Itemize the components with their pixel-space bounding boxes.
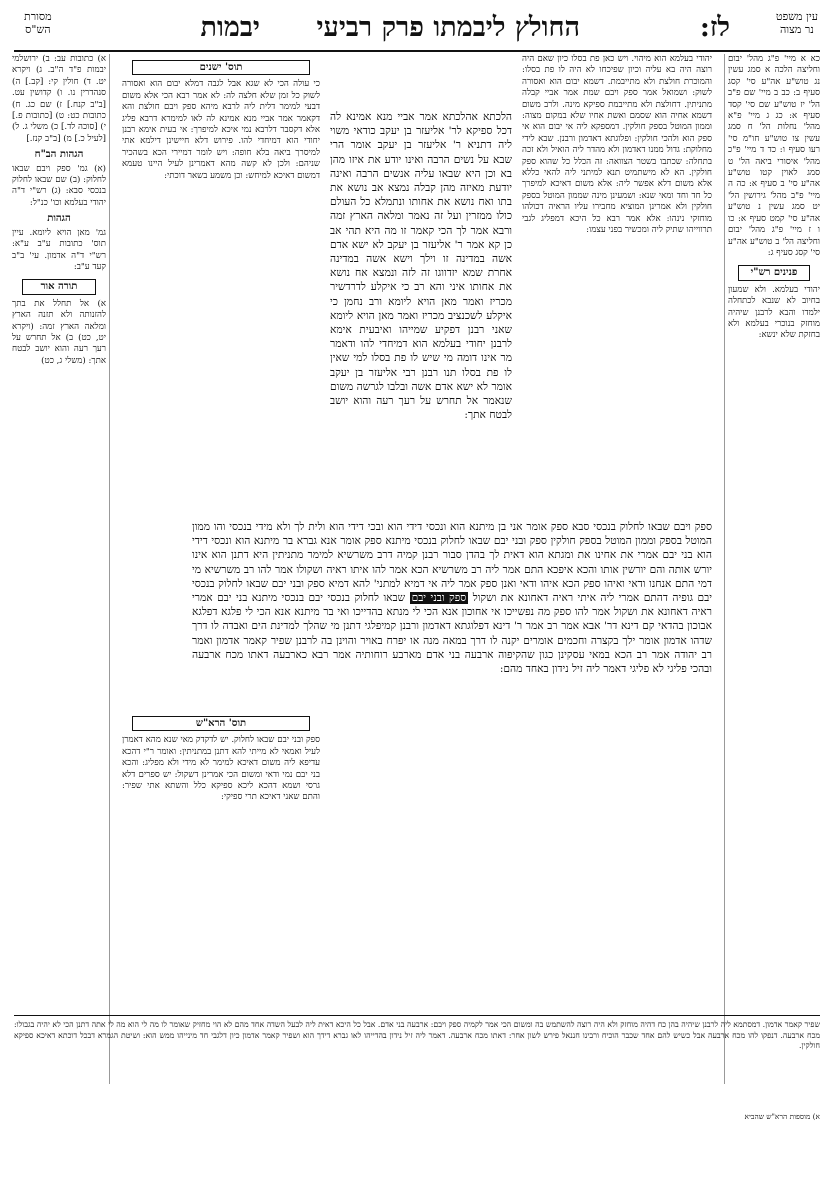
gemara-upper-text: הלכתא אהלכתא אמר אביי מנא אמינא לה דכל ספיקא לר' אליעזר בן יעקב כודאי משוי ליה דתניא ר' אליעזר בן יעקב אומר הרי שבא על נשים הרבה ואינו יודע את איזו מהן בא וכן היא שבאו עליה אנשים הרבה ואינה יודעת מאיזה מהן קבלה נמצא אב נושא את בתו ואח נושא את אחותו ונתמלא כל העולם כולו ממזרין ועל זה נאמר ומלאה הארץ זמה ורבא אמר לך הכי קאמר זו מה היא תהי אב כן קא אמר ר' אליעזר בן יעקב לא ישא אדם אשה במדינה זו וילך וישא אשה במדינה אחרת שמא יזדווגו זה לזה ונמצא אח נושא את אחותו איני והא רב כי איקלע לדרדשיר מכריז ואמר מאן הויא ליומא ורב נחמן כי איקלע לשכנציב מכריז ואמר מאן הויא ליומא שאני רבנן דפקיע שמייהו ואיבעית אימא לרבנן יחודי בעלמא הוא דמיחדי להו ודאמר מר אינו דומה מי שיש לו פת בסלו למי שאין לו פת בסלו תנו רבנן רבי אליעזר בן יעקב אומר לא ישא אדם אשה ובלבו לגרשה משום שנאמר אל תחרש על רעך רעה והוא יושב לבטח אתך: (330, 111, 512, 422)
tosafot-text: כי עולה הכי לא שגא אבל לגבה דמלא יבום הוא ואסורה לשוק כל זמן שלא חלצה לה: לא אמר רבא הכי אלא משום דבעי למימר דלית ליה לרבא מיהא ספק ויבם חולצת והא דקאמר אמר אביי מנא אמינא לה לאו למימרא דרבא פליג אלא דקסבר דלרבא נמי איכא למיפרך: אי בעית אימא רבנן יחודי הוא דמיחדי להו. פירוש דלא חיישינן דילמא אתי למיסרך ביאה בלא חופה: ויש לומר דמיירי הכא בשהכיר שניהם: ולכן לא קשה מהא דאמרינן לעיל היינו טעמא דמשום דאיכא למיחש: וכן משמע בשאר דוכתי: (122, 79, 320, 181)
page-header (14, 8, 820, 48)
rashi-text: יהודי בעלמא הוא מיהוי. ויש כאן פת בסלו כיון שאם היה רוצה היה בא עליה וכיון שפיכחו לא היה לו פת בסלו: והמוכרת חולצת ולא מתייבמת. דשמא יבום הוא ואסורה לשוק: ושמואל אמר ספק ויבם שמת אמר אביי קבלה מתניתין. דחולצת ולא מתייבמת ספיקא מינה. ולרב משום דשמא אחיה הוא שסמם ואשת אחיו שלא במקום מצוה: וממון המוטל בספק חולקין. דמספקא ליה אי יבום הוא אי ספק הוא ולהכי חולקין: ופלוגתא דאדמון ורבנן. שבא לידי מחלוקת: גדול ממנו דאדמון ולא מהדר ליה הואיל ולא זכה בתחלה: שכתבו בשטר הצוואה: זה הכלל כל שהוא ספק חולקין. הא לא מישתמיט תנא למיתני ליה להאי כללא אלא משום דלא אפשר ליה: אלא משום דאיכא למיפרך כל חד וחד ומאי שנא: ושמעינן מינה שממון המוטל בספק חולקין ולא אמרינן המוציא מחבירו עליו הראיה דכולהו מוחזקי נינהו: אלא אמר רבא כל היכא דמפליג לגבי תרווייהו שתיק ליה ומכשיר בפני עצמו: (522, 54, 712, 236)
tractate-title: יבמות (200, 12, 260, 43)
tosafot-lower-commentary (122, 710, 320, 1010)
tosafot-lower-text: ספק ובני יבם שבאו לחלוק. יש לדקדק מאי שנא מהא דאמרן לעיל ואמאי לא מייתי להא דתנן במתניתין: ואומר ר"י דהכא עדיפא ליה משום דאיכא למימר לא מידי ולא מפליג: והכא בני יבם נמי ודאי ומשום הכי אמרינן דשקול: יש ספרים דלא גרסי ושמא דהכא ליכא ספיקא כלל והשתא אתי שפיר: והתם שאני דאיכא תרי ספיקי: (122, 735, 320, 803)
hagahot-text: גמ' מאן הויא ליומא. עיין תוס' כתובות ע"ב ע"א: רש"י ד"ה אדמון. עי' ב"ב קעד ע"ב: (12, 227, 106, 272)
gemara-main-upper (330, 110, 512, 510)
ein-mishpat-text: כא א מיי' פ"ג מהל' יבום וחליצה הלכה א סמג עשין נג טוש"ע אה"ע סי' קסג סעיף ב: כב ב מיי' שם פ"ב הל' יז טוש"ע שם סי' קסד סעיף א: כג ג מיי' פ"א מהל' נחלות הל' ח סמג עשין צו טוש"ע חו"מ סי' רעו סעיף ו: כד ד מיי' פ"כ מהל' איסורי ביאה הל' ט סמג לאוין קטו טוש"ע אה"ע סי' ב סעיף א: כה ה מיי' פ"ב מהל' גירושין הל' יט סמג עשין נ טוש"ע אה"ע סי' קמט סעיף א: כו ו ז מיי' פ"ג מהל' יבום וחליצה הל' ב טוש"ע אה"ע סי' קסג סעיף ג: (728, 54, 820, 258)
mesoret-hashas-label: מסורת הש"ס (24, 10, 52, 36)
chapter-title: החולץ ליבמתו פרק רביעי (316, 12, 580, 43)
mesoret-hashas-column (12, 54, 110, 1084)
tosafot-title: תוס' ישנים (132, 60, 310, 75)
hagahot-habach-title: הגהות הב"ח (34, 149, 84, 161)
tosafot-lower-title: תוס' הרא"ש (132, 716, 310, 731)
torah-or-text: א) אל תחלל את בתך להזנותה ולא תזנה הארץ ומלאה הארץ זמה: (ויקרא יט, כט) ב) אל תחרש על רעך רעה והוא יושב לבטח אתך: (משלי ג, כט) (12, 298, 106, 366)
hagahot-habach-text: (א) גמ' ספק ויבם שבאו לחלוק: (ב) שם שבאו לחלוק בנכסי סבא: (ג) רש"י ד"ה יהודי בעלמא וכו' כנ"ל: (12, 163, 106, 208)
daf-number: לז: (699, 12, 730, 43)
gemara-lower-text: ספק ויבם שבאו לחלוק בנכסי סבא ספק אומר אני בן מיתנא הוא ונכסי דידי הוא ובכי דידי הוא ולית לך ולא מידי בנכסי והו ממון המוטל בספק וממון המוטל בספק חולקין ספק ובני יבם שבאו לחלוק בנכסי מיתנא ספק אומר אנא גברא בר מיתנא הוא ונכסי דידי הוא בני יבם אמרי את אחינו את ומגתא הוא דאית לך בהדן סבור רבנן קמיה דרב משרשיא למימר מתניתין היא דתנן הוא אינו יורש אותה והם יורשין אותו והכא איפכא התם אמר ליה רב משרשיא הכא אמר להו איתו ראיה ושקולו אמר להו רב משרשיא מי דמי התם אנחנו ודאי ואיהו ספק הכא איהו ודאי ואנן ספק אמר ליה אי דמיא למתני' להא דמיא ספק ובני יבם שבאו לחלוק בנכסי יבם גופיה דהתם אמרי ליה איתי ראיה דאחונא את ושקול (192, 521, 712, 605)
mesoret-text: א) כתובות עב: ב) ירושלמי יבמות פ"ד ה"ב. ג) ויקרא יט. ד) חולין קי: [קב.] ה) סנהדרין נו. ו) קדושין עט. [ב"ב קנח.] ז) שם כג. ח) כתובות כט: ט) [כתובות פ.] י) [סוכה לד.] כ) משלי ג. ל) [לעיל כ.] מ) [ב"ב קנז.] (12, 54, 106, 144)
footer-text: שפיר קאמר אדמון. דמסתמא ליה לרבנן שיהיה בהן כח דהיה מוחזק ולא היה רוצה להשתמש בה ומשום הכי אמר לקמיה ספק ויבם: ארבעה בני אדם. אבל כל היכא דאית ליה לבעל השדה אחד מהם לא הוי מחזיק שאומר לו מה לי הוא מה לי אתה דתנן הכי לא יהיה בגבולו: מכח ארבעה. דנפקו להו מכח ארבעה אבל כשיש להם אחד שכבר הוכיח ורבינו חננאל פירש לשון אחר: דאתו מכח ארבעה. דאמר ליה זיל נידון בהדייהו לאו גברא דידך הוא ושפיר קאמר אדמון כיון דלגבי חד מינייהו ממש הוא: ושיטת הגמרא דבכל דוכתא דאיכא ספיקא חולקין. (14, 1020, 820, 1050)
footer-notes (14, 1015, 820, 1135)
rashi-pearls-title: פנינים רש"י (738, 265, 810, 280)
gemara-lower-paragraph (192, 520, 712, 676)
gemara-lower-text-cont: שבאו לחלוק בנכסי יבם בנכסי מיתנא בני יבם אמרי ראיה דאחונא את ושקול אמר להו ספק מה נפשייכו אי אחוכון אנא הכי לי מנתא בהדייכו ואי בר מיתנא אנא הכי לי פלגא דפלגא אבוכון בהדאי קם דינא דר' אבא אמר רב אמר ר' דינא דפלוגתא דאדמון ורבנן קמיפלגי דתנן מי שהלך למדינת הים ואבדה לו דרך שדהו אדמון אומר ילך בקצרה וחכמים אומרים יקנה לו דרך במאה מנה או יפרח באויר והוינן בה לרבנן שפיר קאמר אדמון ואמר רב יהודה אמר רב הכא במאי עסקינן כגון שהקיפוה ארבעה בני אדם מארבע רוחותיה אמר רבא כארבעה דאתו מכח ארבעה ובהכי פליגי לא פליגי דאמר ליה זיל נידון באחד מהם: (192, 592, 712, 676)
footer-note: א) מוספות הרא"ש שהביא (744, 1112, 820, 1121)
header-rule (14, 50, 820, 52)
highlighted-phrase[interactable]: ספק ובני יבם (411, 592, 467, 605)
ein-mishpat-column (724, 54, 820, 1084)
rashi-pearls-text: יהודי בעלמא. ולא שמעון בחיוב לא שנבא לכתחלה ילמדו והבא לרבנן שיהיה מוחזק בנוכרי בעלמא ולא בחזקת שלא ינשא: (728, 284, 820, 341)
rashi-commentary (522, 54, 712, 566)
ein-mishpat-label: עין משפט נר מצוה (775, 10, 818, 36)
hagahot-title: הגהות (47, 213, 71, 225)
torah-or-title: תורה אור (22, 279, 96, 294)
footer-rule (14, 1015, 820, 1016)
